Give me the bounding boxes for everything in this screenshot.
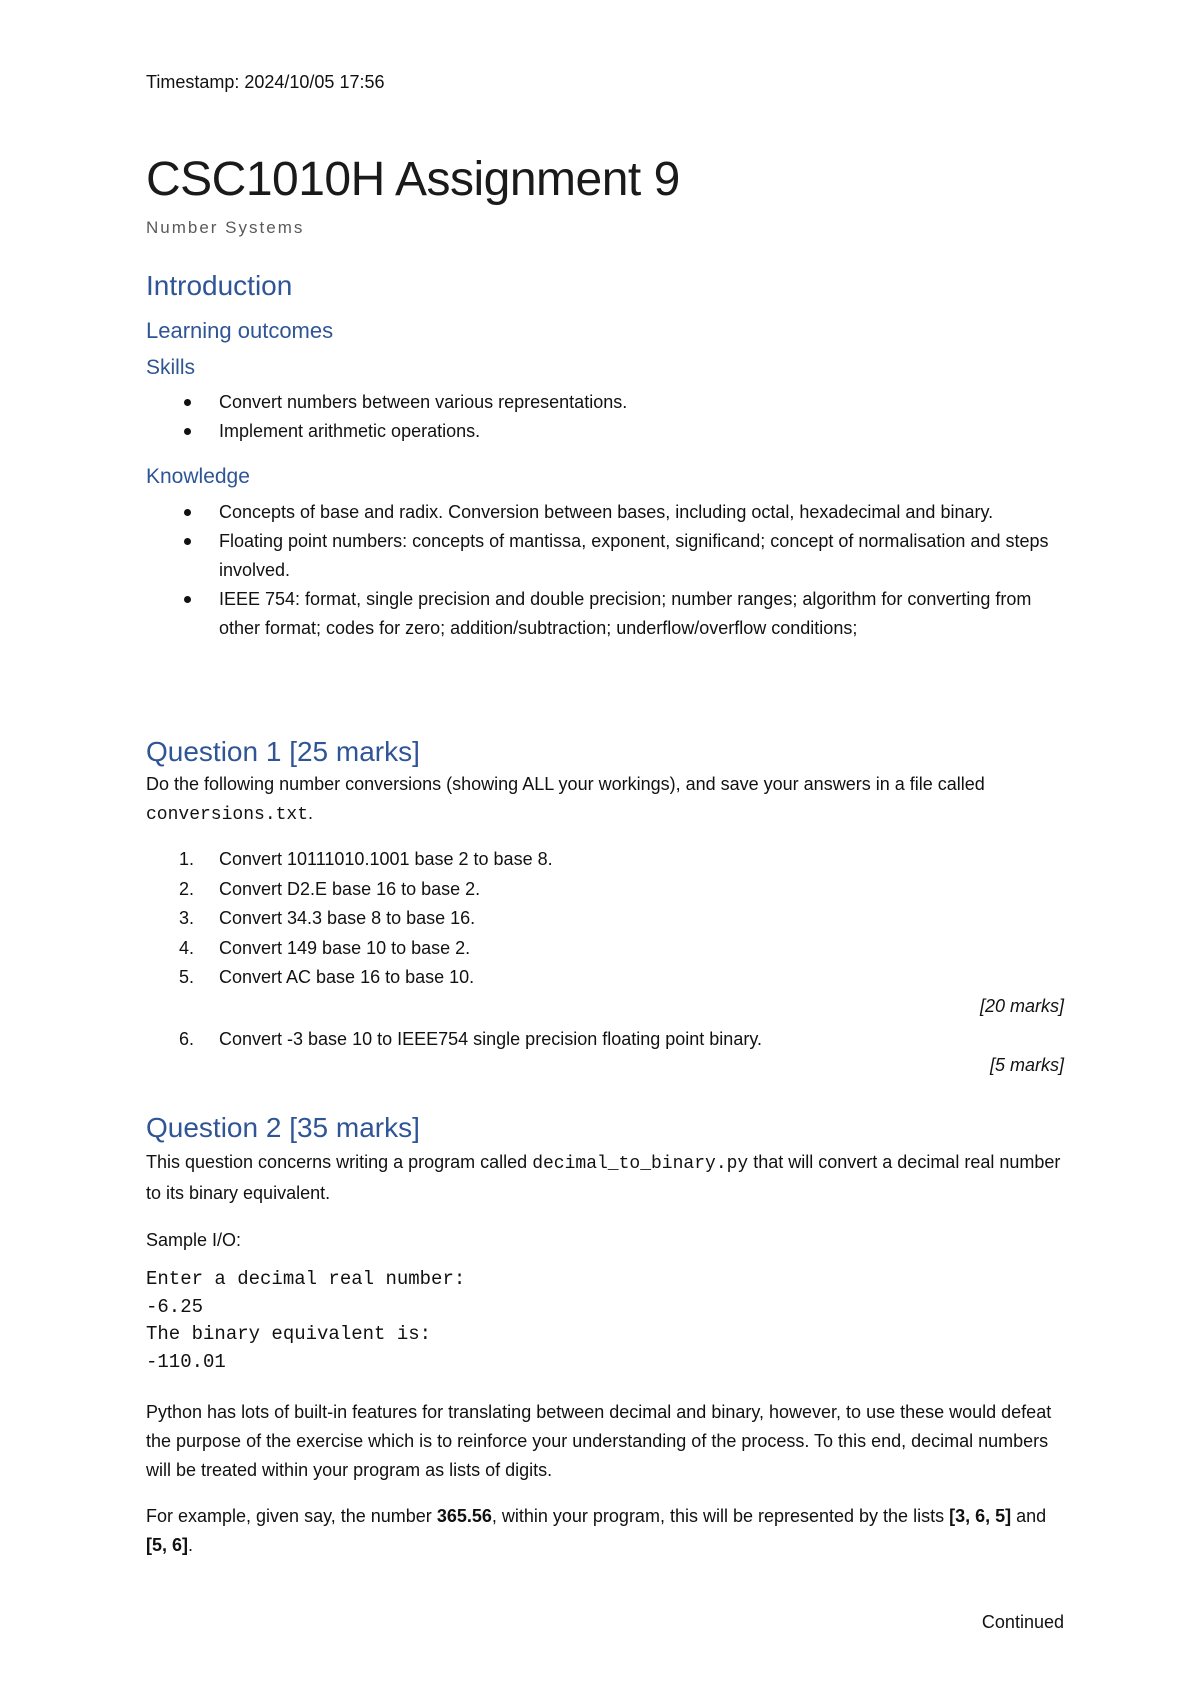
code-line: -110.01 bbox=[146, 1350, 226, 1373]
list-item bbox=[146, 904, 1064, 934]
page-title: CSC1010H Assignment 9 bbox=[146, 153, 680, 206]
item-text: Convert D2.E base 16 to base 2. bbox=[219, 878, 481, 899]
list-item bbox=[146, 1025, 1064, 1055]
sample-io-label: Sample I/O: bbox=[146, 1230, 242, 1250]
question-1-list bbox=[146, 845, 1064, 993]
item-number: 1. bbox=[179, 849, 195, 869]
code-line: The binary equivalent is: bbox=[146, 1323, 432, 1345]
q2-filename: decimal_to_binary.py bbox=[532, 1154, 749, 1174]
continued-label: Continued bbox=[981, 1612, 1064, 1632]
item-text: Convert AC base 16 to base 10. bbox=[219, 967, 475, 987]
paragraph bbox=[146, 1502, 1064, 1560]
list-item bbox=[146, 963, 1064, 993]
item-text: Convert 10111010.1001 base 2 to base 8. bbox=[219, 849, 553, 869]
question-2-intro bbox=[146, 1148, 1064, 1208]
question-1-heading: Question 1 [25 marks] bbox=[146, 736, 420, 767]
para-text: For example, given say, the number bbox=[146, 1506, 437, 1526]
page-subtitle: Number Systems bbox=[146, 218, 305, 237]
para-text: and bbox=[1011, 1506, 1047, 1526]
list-item: Floating point numbers: concepts of mantissa, exponent, significand; concept of normalisation and steps involved. bbox=[146, 527, 1064, 585]
skills-list bbox=[146, 388, 1064, 446]
item-text: Convert 149 base 10 to base 2. bbox=[219, 937, 471, 958]
list-item bbox=[146, 934, 1064, 964]
list-item: Concepts of base and radix. Conversion between bases, including octal, hexadecimal and binary. bbox=[146, 498, 1064, 527]
example-number: 365.56 bbox=[436, 1506, 492, 1526]
item-number: 3. bbox=[179, 908, 195, 928]
knowledge-heading: Knowledge bbox=[146, 465, 250, 488]
knowledge-list bbox=[146, 498, 1064, 643]
q1-intro-end: . bbox=[308, 803, 314, 823]
q1-intro-text: Do the following number conversions (showing ALL your workings), and save your answers in a file called bbox=[146, 774, 985, 794]
q2-intro-end: that will convert a decimal real number to its binary equivalent. bbox=[146, 1152, 1061, 1203]
example-list: [3, 6, 5] bbox=[949, 1506, 1012, 1526]
sample-io-code bbox=[146, 1266, 465, 1376]
example-list: [5, 6] bbox=[146, 1535, 189, 1555]
timestamp: Timestamp: 2024/10/05 17:56 bbox=[146, 72, 385, 92]
list-item: Convert numbers between various representations. bbox=[146, 388, 1064, 417]
item-text: Convert 34.3 base 8 to base 16. bbox=[219, 908, 476, 928]
list-item bbox=[146, 845, 1064, 875]
question-2-heading: Question 2 [35 marks] bbox=[146, 1112, 420, 1143]
item-number: 2. bbox=[179, 878, 195, 899]
marks-label: [20 marks] bbox=[979, 996, 1064, 1016]
question-1-intro bbox=[146, 770, 1064, 830]
introduction-heading: Introduction bbox=[146, 270, 293, 301]
para-text: . bbox=[188, 1535, 194, 1555]
item-number: 6. bbox=[179, 1029, 195, 1049]
list-item: IEEE 754: format, single precision and double precision; number ranges; algorithm for converting from other format; codes for zero; addition/subtraction; underflow/overflow conditions; bbox=[146, 585, 1064, 643]
skills-heading: Skills bbox=[146, 356, 196, 379]
code-line: Enter a decimal real number: bbox=[146, 1268, 466, 1290]
item-number: 5. bbox=[179, 967, 195, 987]
item-text: Convert -3 base 10 to IEEE754 single precision floating point binary. bbox=[219, 1029, 762, 1049]
marks-label: [5 marks] bbox=[989, 1055, 1064, 1075]
q1-filename: conversions.txt bbox=[146, 805, 309, 825]
code-line: -6.25 bbox=[146, 1295, 204, 1318]
question-1-list-cont bbox=[146, 1025, 1064, 1055]
item-number: 4. bbox=[179, 937, 195, 958]
learning-outcomes-heading: Learning outcomes bbox=[146, 318, 334, 343]
para-text: , within your program, this will be represented by the lists bbox=[491, 1506, 950, 1526]
paragraph: Python has lots of built-in features for translating between decimal and binary, however, to use these would defeat the purpose of the exercise which is to reinforce your understanding of the process. To this end, decimal numbers will be treated within your program as lists of digits. bbox=[146, 1402, 1052, 1480]
list-item: Implement arithmetic operations. bbox=[146, 417, 1064, 446]
q2-intro-text: This question concerns writing a program called bbox=[146, 1152, 533, 1172]
list-item bbox=[146, 875, 1064, 905]
